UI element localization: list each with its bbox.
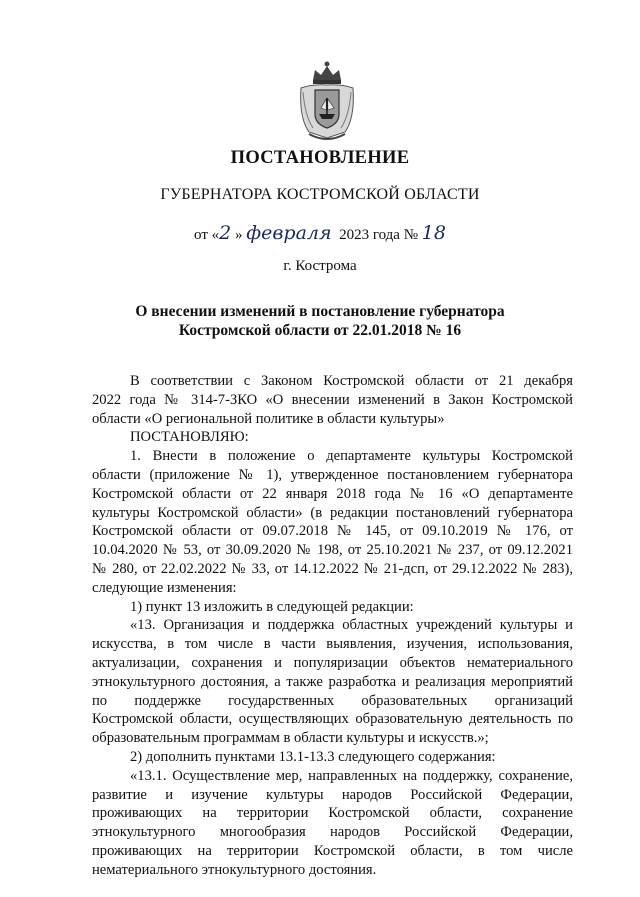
date-year: 2023 года №: [339, 227, 419, 243]
heading-line-1: О внесении изменений в постановление губернатора: [135, 303, 505, 320]
date-line: [0, 222, 640, 244]
body-line: этнокультурного достояния, а также разработка и реализация мероприятий: [92, 673, 573, 690]
document-subtitle: ГУБЕРНАТОРА КОСТРОМСКОЙ ОБЛАСТИ: [160, 186, 480, 203]
body-line: В соответствии с Законом Костромской области от 21 декабря: [130, 373, 573, 389]
body-line: № 280, от 22.02.2022 № 33, от 14.12.2022 № 21-дсп, от 29.12.2022 № 283),: [92, 560, 573, 577]
body-line: проживающих на территории Костромской области, в том числе: [92, 842, 573, 859]
body-line: 2) дополнить пунктами 13.1-13.3 следующего содержания:: [130, 748, 496, 765]
city-line: г. Кострома: [283, 258, 357, 274]
body-line: следующие изменения:: [92, 579, 237, 596]
body-line: этнокультурного многообразия народов Российской Федерации,: [92, 824, 573, 841]
body-line: культуры Костромской области» (в редакции постановлений губернатора: [92, 504, 573, 521]
date-mid: »: [234, 227, 243, 243]
body-line: проживающих на территории Костромской области, сохранение: [92, 805, 573, 822]
date-month-handwritten: февраля: [246, 222, 332, 244]
body-line: по поддержке государственных образовательных организаций: [92, 692, 573, 709]
body-line: образовательным программам в области культуры и искусств.»;: [92, 730, 489, 747]
document-title: ПОСТАНОВЛЕНИЕ: [230, 148, 410, 168]
body-line: Костромской области от 09.07.2018 № 145, от 09.10.2019 № 176, от: [92, 523, 573, 540]
body-line: нематериального этнокультурного достояния.: [92, 861, 377, 878]
body-line: ПОСТАНОВЛЯЮ:: [130, 429, 249, 446]
date-day-handwritten: 2: [219, 222, 232, 244]
body-line: искусства, в том числе в части выявления, изучения, использования,: [92, 636, 573, 653]
body-line: области (приложение № 1), утвержденное постановлением губернатора: [92, 466, 573, 483]
body-line: развитие и изучение культуры народов Российской Федерации,: [92, 786, 573, 803]
body-line: Костромской области, осуществляющих образовательную деятельность по: [92, 711, 573, 728]
body-line: 1) пункт 13 изложить в следующей редакции:: [130, 598, 414, 615]
doc-number-handwritten: 18: [421, 222, 446, 244]
body-line: «13. Организация и поддержка областных учреждений культуры и: [130, 617, 573, 634]
body-line: «13.1. Осуществление мер, направленных на поддержку, сохранение,: [130, 767, 573, 784]
body-line: актуализации, сохранения и популяризации объектов нематериального: [92, 654, 573, 671]
body-line: 1. Внести в положение о департаменте культуры Костромской: [130, 448, 573, 465]
body-line: 10.04.2020 № 53, от 30.09.2020 № 198, от 25.10.2021 № 237, от 09.12.2021: [92, 542, 573, 559]
document-heading: [0, 302, 640, 340]
body-line: Костромской области от 22 января 2018 года № 16 «О департаменте: [92, 485, 573, 502]
document-body: [92, 372, 573, 880]
heading-line-2: Костромской области от 22.01.2018 № 16: [178, 322, 462, 339]
body-line: области «О региональной политике в области культуры»: [92, 410, 445, 427]
date-prefix: от «: [194, 227, 220, 243]
coat-of-arms-emblem: [295, 58, 359, 142]
body-line: 2022 года № 314-7-ЗКО «О внесении изменений в Закон Костромской: [92, 391, 573, 408]
